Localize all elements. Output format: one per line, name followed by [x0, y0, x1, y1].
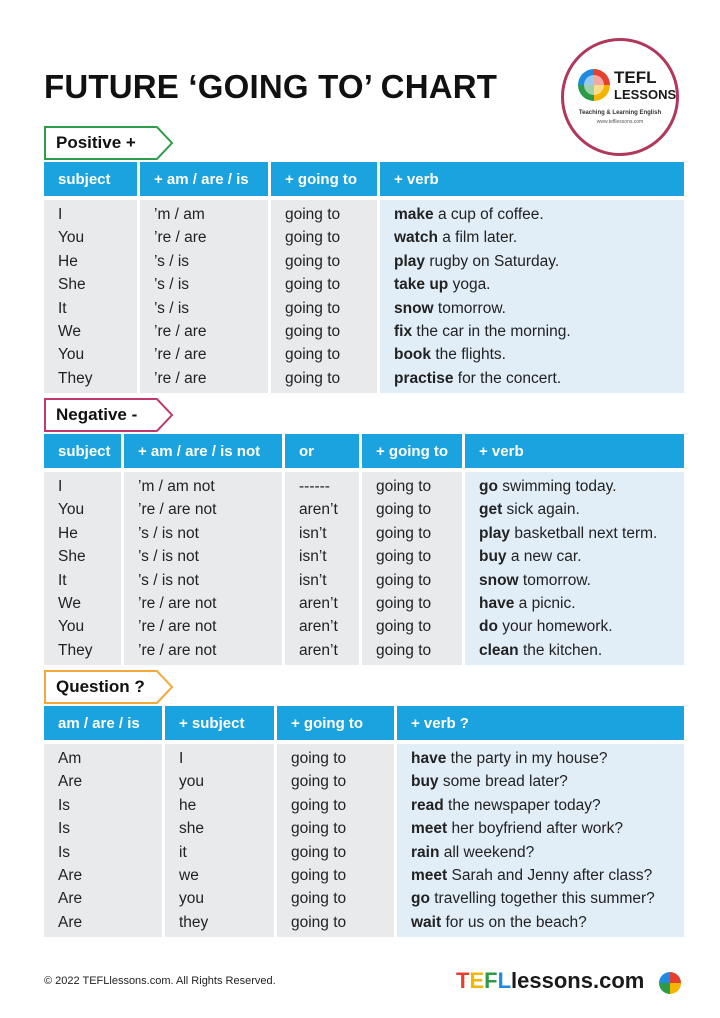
subject-cell: they: [179, 913, 209, 931]
main-verb: fix: [394, 322, 413, 340]
verb-cell: [397, 794, 601, 817]
table-row: [44, 770, 684, 793]
verb-cell: [397, 747, 607, 770]
aux-cell: Are: [58, 890, 83, 908]
verb-cell: [380, 343, 506, 366]
table-row: [44, 367, 684, 390]
main-verb: buy: [479, 548, 507, 566]
subject-cell: I: [179, 750, 184, 767]
going-cell: going to: [376, 594, 432, 612]
verb-cell: [397, 841, 534, 864]
verb_form-cell: ’re / are not: [138, 501, 217, 519]
arrow-icon: [156, 670, 174, 704]
subject-cell: She: [58, 276, 86, 294]
verb-cell: [380, 250, 559, 273]
verb-complement: Sarah and Jenny after class?: [447, 866, 653, 884]
verb_form-cell: ’re / are: [154, 369, 207, 387]
footer-logo-rest: lessons.com: [511, 968, 645, 993]
verb-complement: for the concert.: [453, 369, 562, 387]
subject-cell: They: [58, 641, 93, 659]
main-verb: play: [479, 524, 511, 542]
table-header: [44, 162, 684, 196]
table-row: [44, 887, 684, 910]
verb-cell: [380, 273, 491, 296]
logo-url: www.tefllessons.com: [596, 119, 644, 125]
going-cell: going to: [376, 571, 432, 589]
table-row: [44, 864, 684, 887]
header-cell: subject: [44, 162, 137, 196]
table-row: [44, 592, 684, 615]
going-cell: going to: [291, 820, 347, 838]
subject-cell: she: [179, 820, 204, 838]
or-cell: aren’t: [299, 641, 338, 659]
tefl-logo: [561, 38, 679, 156]
positive-label-text: Positive +: [56, 133, 136, 152]
verb-cell: [465, 475, 617, 498]
verb-cell: [465, 569, 591, 592]
main-verb: rain: [411, 843, 440, 861]
going-cell: going to: [291, 890, 347, 908]
going-cell: going to: [285, 346, 341, 364]
main-verb: take up: [394, 276, 449, 294]
verb_form-cell: ’re / are: [154, 322, 207, 340]
footer-logo-t: T: [456, 968, 470, 993]
verb_form-cell: ’re / are not: [138, 594, 217, 612]
logo-line2: LESSONS: [614, 87, 677, 102]
copyright-text: © 2022 TEFLlessons.com. All Rights Reserved.: [44, 975, 276, 987]
footer-logo-e: E: [469, 968, 485, 993]
going-cell: going to: [291, 913, 347, 931]
main-verb: meet: [411, 866, 448, 884]
verb-complement: your homework.: [497, 618, 613, 636]
verb-cell: [465, 639, 602, 662]
going-cell: going to: [376, 478, 432, 495]
globe-icon: [659, 972, 681, 994]
going-cell: going to: [285, 252, 341, 270]
subject-cell: he: [179, 796, 197, 814]
going-cell: going to: [285, 299, 341, 317]
going-cell: going to: [291, 796, 347, 814]
aux-cell: Are: [58, 913, 83, 931]
header-cell: or: [285, 434, 359, 468]
main-verb: go: [411, 890, 430, 908]
table-row: [44, 747, 684, 770]
main-verb: do: [479, 618, 498, 636]
verb-complement: the car in the morning.: [412, 322, 571, 340]
table-row: [44, 226, 684, 249]
verb-cell: [397, 817, 623, 840]
or-cell: aren’t: [299, 501, 338, 519]
verb_form-cell: ’re / are: [154, 346, 207, 364]
main-verb: watch: [394, 229, 438, 247]
logo-tagline: Teaching & Learning English: [578, 110, 662, 116]
footer-logo-l: L: [497, 968, 512, 993]
verb-cell: [380, 203, 544, 226]
arrow-icon: [156, 126, 174, 160]
verb-cell: [465, 592, 576, 615]
header-cell: + going to: [362, 434, 462, 468]
verb-cell: [397, 911, 587, 934]
verb-complement: the kitchen.: [518, 641, 603, 659]
going-cell: going to: [285, 322, 341, 340]
verb-cell: [380, 226, 517, 249]
verb_form-cell: ’s / is: [154, 276, 190, 294]
subject-cell: You: [58, 229, 85, 247]
main-verb: snow: [394, 299, 434, 317]
verb_form-cell: ’m / am: [154, 206, 205, 223]
positive-label: [44, 126, 156, 160]
verb-complement: the flights.: [431, 346, 506, 364]
verb-complement: travelling together this summer?: [429, 890, 655, 908]
verb-complement: all weekend?: [439, 843, 535, 861]
header-cell: subject: [44, 434, 121, 468]
table-row: [44, 794, 684, 817]
aux-cell: Am: [58, 750, 82, 767]
main-verb: meet: [411, 820, 448, 838]
verb_form-cell: ’s / is not: [138, 548, 199, 566]
verb_form-cell: ’re / are: [154, 229, 207, 247]
table-row: [44, 545, 684, 568]
verb-complement: the party in my house?: [446, 750, 608, 767]
going-cell: going to: [291, 773, 347, 791]
verb-complement: a picnic.: [514, 594, 576, 612]
going-cell: going to: [376, 618, 432, 636]
main-verb: make: [394, 206, 434, 223]
header-cell: + verb ?: [397, 706, 684, 740]
table-row: [44, 320, 684, 343]
header-cell: + verb: [380, 162, 684, 196]
table-row: [44, 475, 684, 498]
table-row: [44, 615, 684, 638]
arrow-icon: [156, 398, 174, 432]
table-row: [44, 841, 684, 864]
subject-cell: We: [58, 594, 81, 612]
verb_form-cell: ’s / is not: [138, 571, 199, 589]
main-verb: get: [479, 501, 503, 519]
verb-cell: [465, 498, 580, 521]
subject-cell: it: [179, 843, 187, 861]
going-cell: going to: [291, 866, 347, 884]
verb-complement: tomorrow.: [518, 571, 591, 589]
aux-cell: Is: [58, 796, 71, 814]
header-cell: + going to: [277, 706, 394, 740]
verb-cell: [465, 545, 582, 568]
verb-complement: for us on the beach?: [441, 913, 587, 931]
going-cell: going to: [285, 206, 341, 223]
aux-cell: Is: [58, 820, 71, 838]
aux-cell: Are: [58, 866, 83, 884]
main-verb: go: [479, 478, 498, 495]
verb-cell: [465, 522, 657, 545]
table-row: [44, 569, 684, 592]
verb-complement: a film later.: [437, 229, 518, 247]
going-cell: going to: [285, 369, 341, 387]
table-header: [44, 434, 684, 468]
header-cell: + going to: [271, 162, 377, 196]
negative-label-text: Negative -: [56, 405, 138, 424]
negative-label: [44, 398, 156, 432]
verb-cell: [380, 367, 561, 390]
or-cell: ------: [299, 478, 330, 495]
verb-complement: a new car.: [506, 548, 582, 566]
or-cell: isn’t: [299, 571, 327, 589]
verb_form-cell: ’re / are not: [138, 618, 217, 636]
subject-cell: You: [58, 618, 85, 636]
main-verb: have: [479, 594, 515, 612]
verb-complement: yoga.: [448, 276, 491, 294]
subject-cell: We: [58, 322, 81, 340]
footer-logo: [456, 968, 644, 994]
table-row: [44, 639, 684, 662]
subject-cell: you: [179, 773, 204, 791]
header-cell: + subject: [165, 706, 274, 740]
table-row: [44, 522, 684, 545]
question-label-text: Question ?: [56, 677, 145, 696]
table-row: [44, 273, 684, 296]
subject-cell: I: [58, 206, 63, 223]
subject-cell: He: [58, 252, 78, 270]
subject-cell: She: [58, 548, 86, 566]
going-cell: going to: [376, 501, 432, 519]
verb_form-cell: ’s / is not: [138, 524, 199, 542]
main-verb: wait: [411, 913, 442, 931]
verb-complement: her boyfriend after work?: [447, 820, 623, 838]
or-cell: isn’t: [299, 524, 327, 542]
subject-cell: They: [58, 369, 93, 387]
page-title: FUTURE ‘GOING TO’ CHART: [44, 68, 498, 105]
negative-table: [44, 434, 684, 665]
main-verb: snow: [479, 571, 519, 589]
header-cell: am / are / is: [44, 706, 162, 740]
main-verb: play: [394, 252, 426, 270]
table-header: [44, 706, 684, 740]
subject-cell: You: [58, 501, 85, 519]
table-row: [44, 911, 684, 934]
verb_form-cell: ’m / am not: [138, 478, 215, 495]
header-cell: + verb: [465, 434, 684, 468]
main-verb: practise: [394, 369, 454, 387]
question-table: [44, 706, 684, 937]
verb-complement: tomorrow.: [433, 299, 506, 317]
or-cell: aren’t: [299, 618, 338, 636]
verb-cell: [380, 297, 506, 320]
aux-cell: Are: [58, 773, 83, 791]
going-cell: going to: [285, 229, 341, 247]
verb_form-cell: ’s / is: [154, 299, 190, 317]
verb-cell: [380, 320, 571, 343]
main-verb: clean: [479, 641, 519, 659]
going-cell: going to: [285, 276, 341, 294]
verb-cell: [465, 615, 613, 638]
table-row: [44, 498, 684, 521]
going-cell: going to: [376, 524, 432, 542]
table-row: [44, 203, 684, 226]
table-body: [44, 744, 684, 937]
going-cell: going to: [291, 843, 347, 861]
question-label: [44, 670, 156, 704]
globe-icon: [578, 69, 610, 101]
or-cell: aren’t: [299, 594, 338, 612]
going-cell: going to: [291, 750, 347, 767]
positive-table: [44, 162, 684, 393]
main-verb: buy: [411, 773, 439, 791]
table-row: [44, 343, 684, 366]
table-body: [44, 200, 684, 393]
subject-cell: It: [58, 571, 67, 589]
aux-cell: Is: [58, 843, 71, 861]
subject-cell: It: [58, 299, 67, 317]
verb-complement: sick again.: [502, 501, 580, 519]
subject-cell: we: [179, 866, 199, 884]
table-body: [44, 472, 684, 665]
table-row: [44, 250, 684, 273]
table-row: [44, 817, 684, 840]
subject-cell: You: [58, 346, 85, 364]
verb-complement: the newspaper today?: [443, 796, 601, 814]
footer-logo-f: F: [484, 968, 498, 993]
subject-cell: He: [58, 524, 78, 542]
going-cell: going to: [376, 641, 432, 659]
table-row: [44, 297, 684, 320]
verb_form-cell: ’re / are not: [138, 641, 217, 659]
subject-cell: you: [179, 890, 204, 908]
going-cell: going to: [376, 548, 432, 566]
main-verb: book: [394, 346, 432, 364]
header-cell: + am / are / is: [140, 162, 268, 196]
header-cell: + am / are / is not: [124, 434, 282, 468]
verb-complement: swimming today.: [497, 478, 617, 495]
main-verb: read: [411, 796, 444, 814]
verb-cell: [397, 770, 568, 793]
logo-line1: TEFL: [614, 68, 657, 87]
verb-complement: basketball next term.: [510, 524, 658, 542]
verb-complement: rugby on Saturday.: [425, 252, 560, 270]
verb-cell: [397, 887, 655, 910]
main-verb: have: [411, 750, 447, 767]
verb-complement: some bread later?: [438, 773, 568, 791]
verb-complement: a cup of coffee.: [433, 206, 544, 223]
or-cell: isn’t: [299, 548, 327, 566]
verb_form-cell: ’s / is: [154, 252, 190, 270]
verb-cell: [397, 864, 652, 887]
subject-cell: I: [58, 478, 63, 495]
